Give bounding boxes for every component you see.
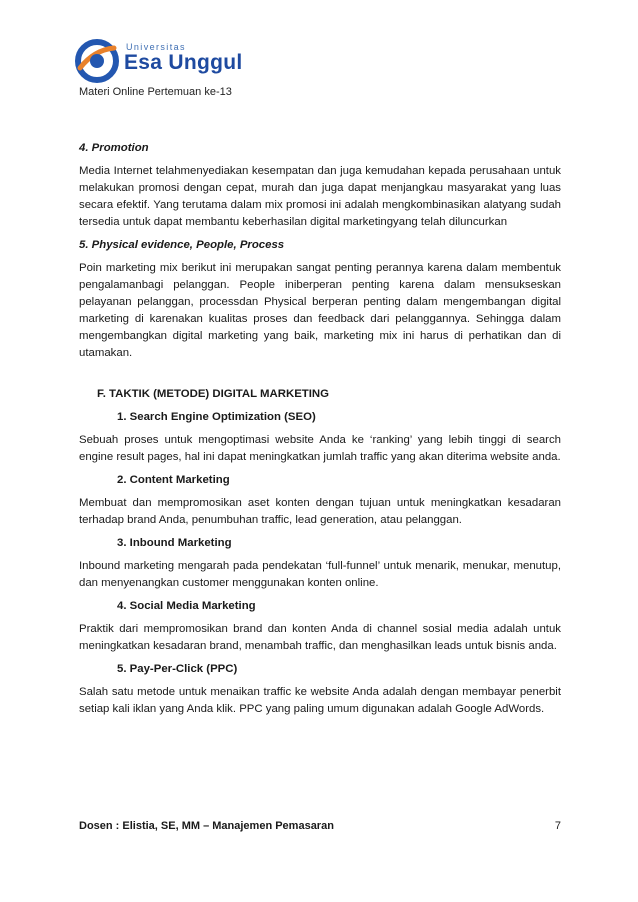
paragraph-social-media-marketing: Praktik dari mempromosikan brand dan konten Anda di channel sosial media adalah untuk meningkatkan kesadaran brand, menambah traffic, dan menghasilkan leads untuk bisnis anda. [79,623,561,652]
page-footer [79,820,561,832]
subheading-ppc: 5. Pay-Per-Click (PPC) [117,663,238,675]
heading-promotion: 4. Promotion [79,142,149,154]
document-body [79,140,561,724]
section-heading-f: F. TAKTIK (METODE) DIGITAL MARKETING [97,388,330,400]
logo-main-text: Esa Unggul [124,51,243,74]
subheading-social-media-marketing: 4. Social Media Marketing [117,600,256,612]
paragraph-physical-evidence: Poin marketing mix berikut ini merupakan sangat penting perannya karena dalam membentuk pengalamanbagi pelanggan. People iniberperan penting karena dalam mensukseskan pelayanan pelanggan, processdan Physical berperan penting dalam mengembangan digital marketing di karenakan kualitas proses dan feedback dari pelanggannya. Sehingga dalam mengembangkan digital marketing yang baik, marketing mix ini harus di perhatikan dan di utamakan. [79,262,561,359]
subheading-content-marketing: 2. Content Marketing [117,474,230,486]
header-subtitle: Materi Online Pertemuan ke-13 [79,86,232,98]
footer-lecturer: Dosen : Elistia, SE, MM – Manajemen Pemasaran [79,820,334,832]
paragraph-inbound-marketing: Inbound marketing mengarah pada pendekatan ‘full-funnel’ untuk menarik, menukar, menutup, dan menyenangkan customer menggunakan konten online. [79,560,561,589]
paragraph-seo: Sebuah proses untuk mengoptimasi website Anda ke ‘ranking’ yang lebih tinggi di search engine result pages, hal ini dapat meningkatkan jumlah traffic yang akan diterima website anda. [79,434,561,463]
logo-emblem-icon [74,38,120,84]
university-logo [74,36,264,86]
paragraph-content-marketing: Membuat dan mempromosikan aset konten dengan tujuan untuk meningkatkan kesadaran terhadap brand Anda, penumbuhan traffic, lead generation, atau pelanggan. [79,497,561,526]
subheading-seo: 1. Search Engine Optimization (SEO) [117,411,316,423]
heading-physical-evidence: 5. Physical evidence, People, Process [79,239,285,251]
subheading-inbound-marketing: 3. Inbound Marketing [117,537,232,549]
paragraph-ppc: Salah satu metode untuk menaikan traffic ke website Anda adalah dengan membayar penerbit setiap kali iklan yang Anda klik. PPC yang paling umum digunakan adalah Google AdWords. [79,686,561,715]
logo-top-text: Universitas [126,42,186,52]
paragraph-promotion: Media Internet telahmenyediakan kesempatan dan juga kemudahan kepada perusahaan untuk melakukan promosi dengan cepat, murah dan juga dapat menjangkau masyarakat yang luas secara efektif. Yang terutama dalam mix promosi ini adalah mengkombinasikan alatyang sudah tersedia untuk dapat membantu keberhasilan digital marketingyang telah diluncurkan [79,165,561,228]
page-number: 7 [554,820,561,832]
